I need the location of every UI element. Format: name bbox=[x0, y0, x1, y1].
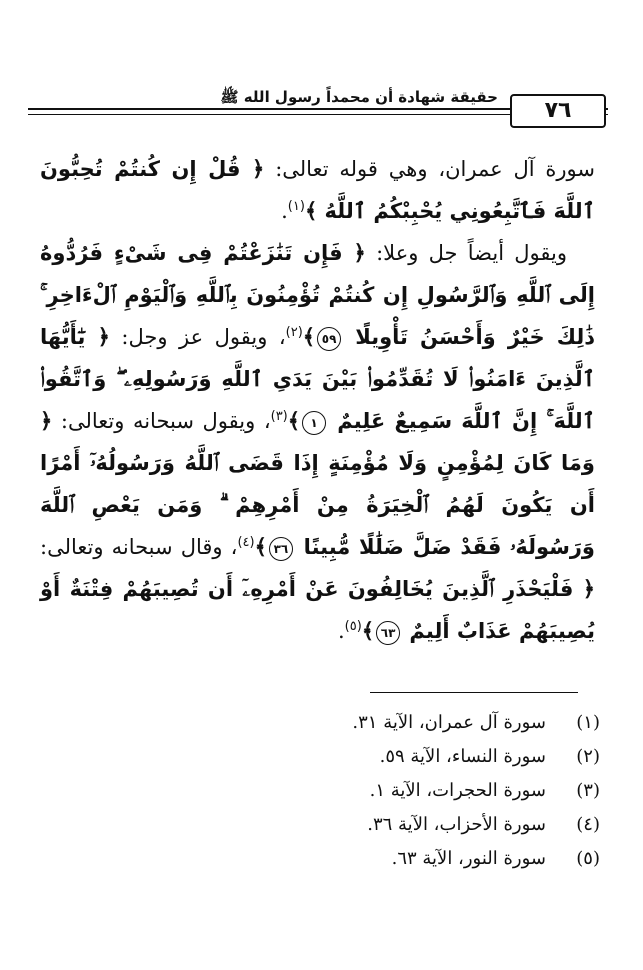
quran-quote: قُلْ إِن كُنتُمْ تُحِبُّونَ ٱللَّهَ فَٱتَّبِعُونِي يُحْبِبْكُمُ ٱللَّهُ bbox=[40, 157, 595, 223]
quran-quote: فَلْيَحْذَرِ ٱلَّذِينَ يُخَالِفُونَ عَنْ أَمْرِهِۦٓ أَن تُصِيبَهُمْ فِتْنَةٌ أَوْ يُصِيبَهُمْ عَذَابٌ أَلِيمٌ bbox=[40, 577, 595, 643]
page-header bbox=[28, 82, 608, 132]
ornate-bracket: ﴿ bbox=[252, 156, 265, 181]
main-text bbox=[40, 148, 595, 652]
ornate-bracket: ﴾ bbox=[254, 534, 267, 559]
body-text-run: ، وقال سبحانه وتعالى: bbox=[40, 535, 238, 559]
footnote-reference: (٣) bbox=[270, 409, 288, 424]
ornate-bracket: ﴾ bbox=[361, 618, 375, 643]
page-number: ٧٦ bbox=[510, 94, 606, 128]
footnote-separator bbox=[370, 692, 578, 693]
footnotes bbox=[80, 708, 600, 878]
footnote-text: سورة النساء، الآية ٥٩. bbox=[379, 746, 546, 767]
quran-quote: وَمَا كَانَ لِمُؤْمِنٍ وَلَا مُؤْمِنَةٍ إِذَا قَضَى ٱللَّهُ وَرَسُولُهُۥٓ أَمْرًا أَن يَكُونَ لَهُمُ ٱلْخِيَرَةُ مِنْ أَمْرِهِمْ ۗ وَمَن يَعْصِ ٱللَّهَ وَرَسُولَهُۥ فَقَدْ ضَلَّ ضَلَٰلًا مُّبِينًا bbox=[40, 451, 595, 559]
verse-number-marker: ١ bbox=[302, 411, 326, 435]
verse-number-marker: ٦٣ bbox=[376, 621, 400, 645]
footnote-item bbox=[80, 810, 600, 844]
footnote-reference: (٢) bbox=[285, 325, 303, 340]
footnote-number: (١) bbox=[576, 712, 600, 733]
footnote-item bbox=[80, 776, 600, 810]
ornate-bracket: ﴿ bbox=[40, 408, 53, 433]
paragraph bbox=[40, 148, 595, 232]
body-text-run: سورة آل عمران، وهي قوله تعالى: bbox=[264, 157, 596, 181]
footnote-text: سورة الحجرات، الآية ١. bbox=[369, 780, 546, 801]
footnote-text: سورة النور، الآية ٦٣. bbox=[391, 848, 546, 869]
running-title: حقيقة شهادة أن محمداً رسول الله ﷺ bbox=[220, 88, 498, 106]
body-text-run: ويقول أيضاً جل وعلا: bbox=[365, 241, 567, 265]
footnote-item bbox=[80, 844, 600, 878]
footnote-number: (٥) bbox=[576, 848, 600, 869]
ornate-bracket: ﴾ bbox=[287, 408, 301, 433]
verse-number-marker: ٥٩ bbox=[317, 327, 341, 351]
footnote-number: (٢) bbox=[576, 746, 600, 767]
ornate-bracket: ﴿ bbox=[353, 240, 366, 265]
footnote-reference: (١) bbox=[287, 199, 305, 214]
paragraph bbox=[40, 232, 595, 652]
ornate-bracket: ﴾ bbox=[302, 324, 316, 349]
footnote-text: سورة الأحزاب، الآية ٣٦. bbox=[367, 814, 546, 835]
body-text-run: . bbox=[281, 199, 288, 223]
body-text-run: . bbox=[337, 619, 345, 643]
body-text-run: ، ويقول عز وجل: bbox=[109, 325, 286, 349]
quran-quote: يَٰٓأَيُّهَا ٱلَّذِينَ ءَامَنُوا۟ لَا تُقَدِّمُوا۟ بَيْنَ يَدَىِ ٱللَّهِ وَرَسُولِهِۦ ۖ وَٱتَّقُوا۟ ٱللَّهَ ۚ إِنَّ ٱللَّهَ سَمِيعٌ عَلِيمٌ bbox=[40, 325, 595, 433]
ornate-bracket: ﴿ bbox=[97, 324, 110, 349]
ornate-bracket: ﴿ bbox=[582, 576, 595, 601]
footnote-text: سورة آل عمران، الآية ٣١. bbox=[352, 712, 546, 733]
quran-quote: فَإِن تَنَٰزَعْتُمْ فِى شَىْءٍ فَرُدُّوهُ إِلَى ٱللَّهِ وَٱلرَّسُولِ إِن كُنتُمْ تُؤْمِنُونَ بِٱللَّهِ وَٱلْيَوْمِ ٱلْءَاخِرِ ۚ ذَٰلِكَ خَيْرٌ وَأَحْسَنُ تَأْوِيلًا bbox=[40, 241, 596, 349]
footnote-item bbox=[80, 742, 600, 776]
footnote-item bbox=[80, 708, 600, 742]
footnote-reference: (٥) bbox=[344, 619, 362, 634]
verse-number-marker: ٣٦ bbox=[269, 537, 293, 561]
body-text-run: ، ويقول سبحانه وتعالى: bbox=[52, 409, 271, 433]
footnote-reference: (٤) bbox=[237, 535, 255, 550]
footnote-number: (٣) bbox=[576, 780, 600, 801]
footnote-number: (٤) bbox=[576, 814, 600, 835]
ornate-bracket: ﴾ bbox=[304, 198, 318, 223]
